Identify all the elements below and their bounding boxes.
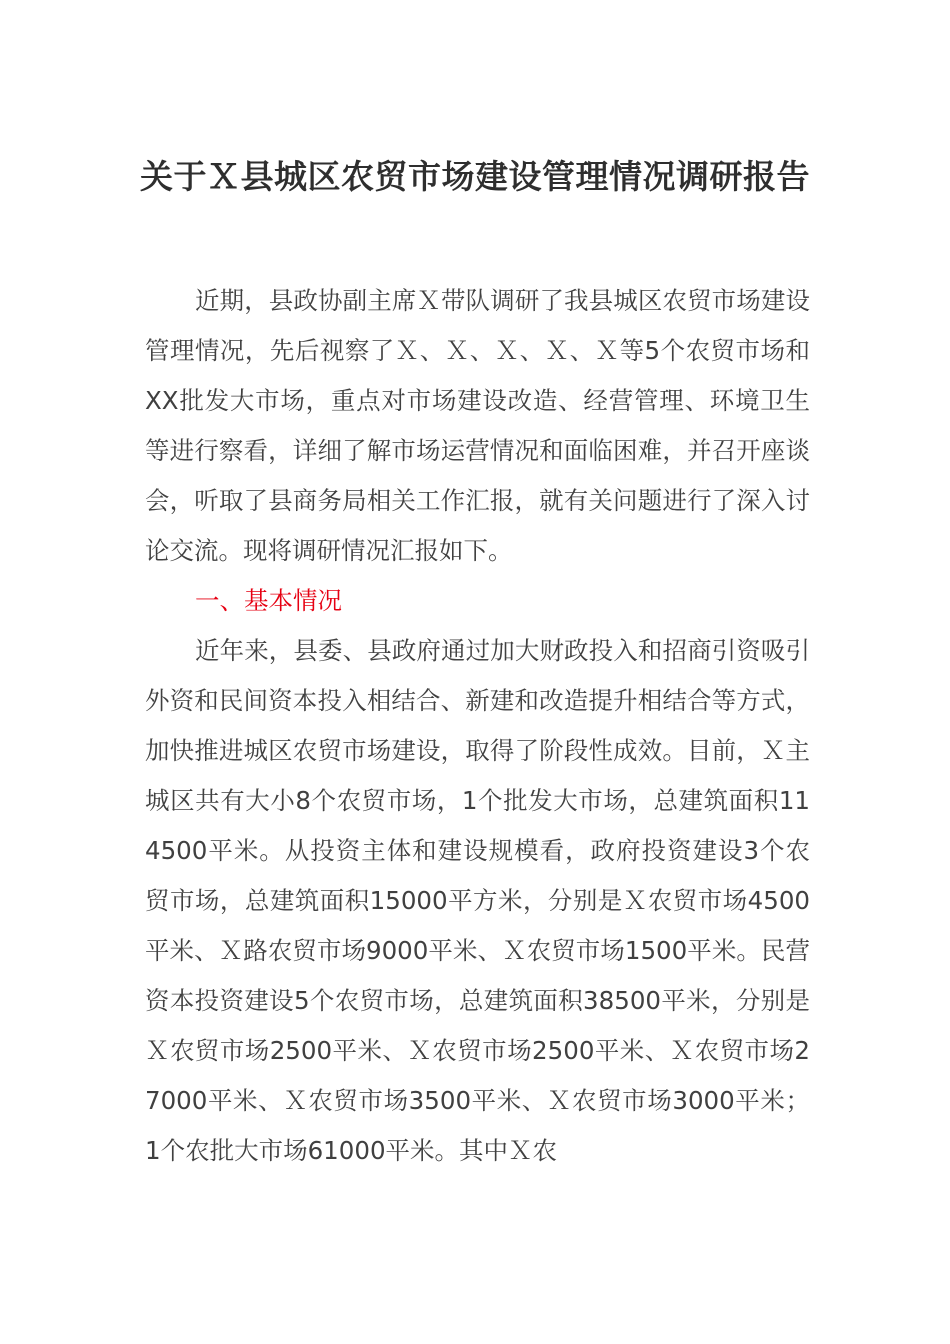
- basic-situation-paragraph: 近年来，县委、县政府通过加大财政投入和招商引资吸引外资和民间资本投入相结合、新建和改造提升相结合等方式，加快推进城区农贸市场建设，取得了阶段性成效。目前，Ｘ主城区共有大小8个农贸市场，1个批发大市场，总建筑面积114500平米。从投资主体和建设规模看，政府投资建设3个农贸市场，总建筑面积15000平方米，分别是Ｘ农贸市场4500平米、Ｘ路农贸市场9000平米、Ｘ农贸市场1500平米。民营资本投资建设5个农贸市场，总建筑面积38500平米，分别是Ｘ农贸市场2500平米、Ｘ农贸市场2500平米、Ｘ农贸市场27000平米、Ｘ农贸市场3500平米、Ｘ农贸市场3000平米；1个农批大市场61000平米。其中Ｘ农: [145, 636, 810, 1165]
- document-title: 关于Ｘ县城区农贸市场建设管理情况调研报告: [140, 157, 810, 196]
- intro-paragraph: 近期，县政协副主席Ｘ带队调研了我县城区农贸市场建设管理情况，先后视察了Ｘ、Ｘ、Ｘ、Ｘ、Ｘ等5个农贸市场和XX批发大市场，重点对市场建设改造、经营管理、环境卫生等进行察看，详细了解市场运营情况和面临困难，并召开座谈会，听取了县商务局相关工作汇报，就有关问题进行了深入讨论交流。现将调研情况汇报如下。: [145, 286, 810, 565]
- section-heading-basic-situation: 一、基本情况: [195, 586, 342, 615]
